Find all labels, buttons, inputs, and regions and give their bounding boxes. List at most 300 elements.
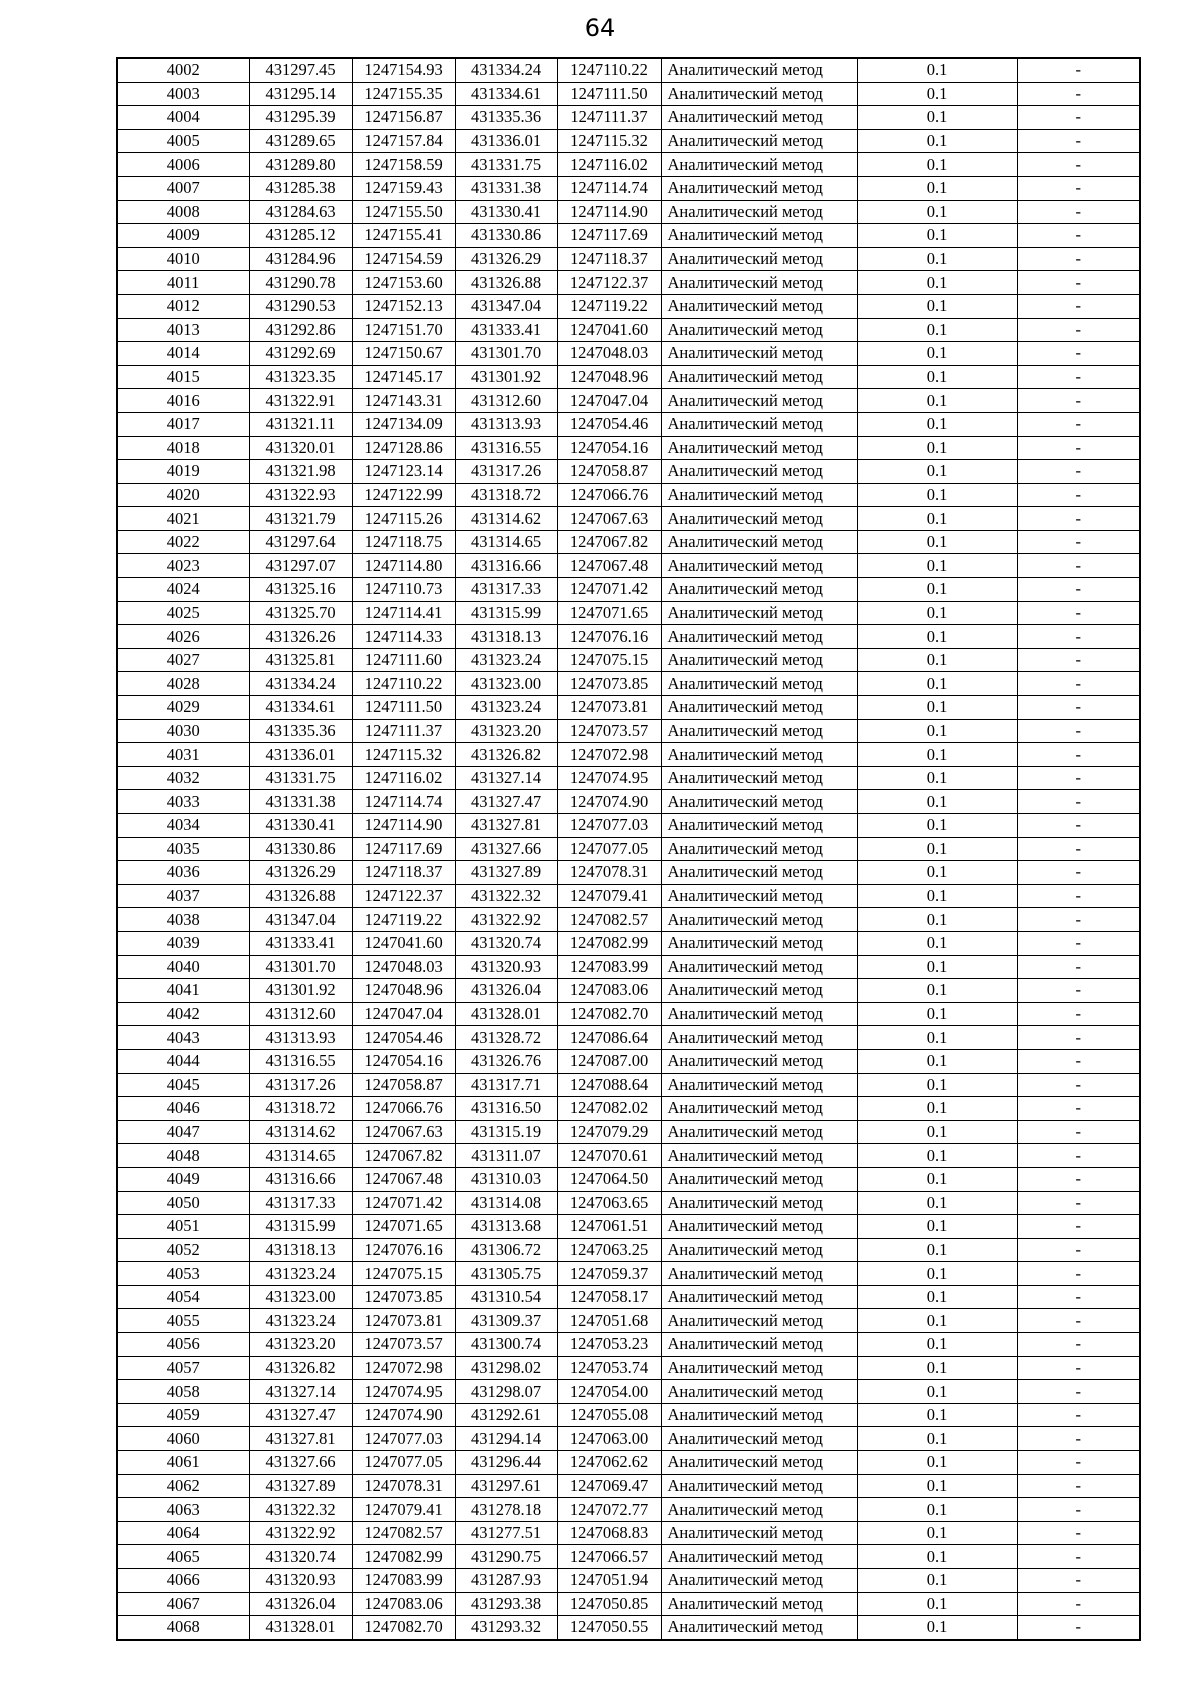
note-cell: - bbox=[1017, 436, 1140, 460]
method-cell: Аналитический метод bbox=[661, 1026, 857, 1050]
table-row bbox=[117, 719, 1140, 743]
note-cell: - bbox=[1017, 1545, 1140, 1569]
y2-cell: 1247086.64 bbox=[557, 1026, 661, 1050]
x2-cell: 431347.04 bbox=[455, 294, 557, 318]
y1-cell: 1247111.50 bbox=[352, 696, 455, 720]
point-number-cell: 4041 bbox=[117, 979, 249, 1003]
x1-cell: 431331.38 bbox=[249, 790, 352, 814]
point-number-cell: 4008 bbox=[117, 200, 249, 224]
point-number-cell: 4022 bbox=[117, 530, 249, 554]
accuracy-cell: 0.1 bbox=[857, 1285, 1017, 1309]
y1-cell: 1247073.85 bbox=[352, 1285, 455, 1309]
table-row bbox=[117, 58, 1140, 82]
point-number-cell: 4043 bbox=[117, 1026, 249, 1050]
table-row bbox=[117, 696, 1140, 720]
x1-cell: 431318.72 bbox=[249, 1097, 352, 1121]
point-number-cell: 4068 bbox=[117, 1616, 249, 1640]
x1-cell: 431292.69 bbox=[249, 342, 352, 366]
x2-cell: 431323.20 bbox=[455, 719, 557, 743]
note-cell: - bbox=[1017, 58, 1140, 82]
point-number-cell: 4019 bbox=[117, 460, 249, 484]
point-number-cell: 4049 bbox=[117, 1167, 249, 1191]
point-number-cell: 4047 bbox=[117, 1120, 249, 1144]
method-cell: Аналитический метод bbox=[661, 861, 857, 885]
note-cell: - bbox=[1017, 1262, 1140, 1286]
note-cell: - bbox=[1017, 153, 1140, 177]
table-row bbox=[117, 814, 1140, 838]
x1-cell: 431285.38 bbox=[249, 176, 352, 200]
y2-cell: 1247072.77 bbox=[557, 1498, 661, 1522]
table-row bbox=[117, 483, 1140, 507]
note-cell: - bbox=[1017, 507, 1140, 531]
table-row bbox=[117, 790, 1140, 814]
table-row bbox=[117, 412, 1140, 436]
y2-cell: 1247076.16 bbox=[557, 625, 661, 649]
table-row bbox=[117, 1049, 1140, 1073]
table-row bbox=[117, 389, 1140, 413]
x1-cell: 431297.45 bbox=[249, 58, 352, 82]
table-row bbox=[117, 861, 1140, 885]
x2-cell: 431309.37 bbox=[455, 1309, 557, 1333]
accuracy-cell: 0.1 bbox=[857, 1215, 1017, 1239]
x1-cell: 431314.62 bbox=[249, 1120, 352, 1144]
y1-cell: 1247122.99 bbox=[352, 483, 455, 507]
note-cell: - bbox=[1017, 1144, 1140, 1168]
y2-cell: 1247047.04 bbox=[557, 389, 661, 413]
point-number-cell: 4020 bbox=[117, 483, 249, 507]
y1-cell: 1247067.82 bbox=[352, 1144, 455, 1168]
coordinates-table bbox=[116, 57, 1141, 1641]
x1-cell: 431322.32 bbox=[249, 1498, 352, 1522]
note-cell: - bbox=[1017, 1120, 1140, 1144]
note-cell: - bbox=[1017, 696, 1140, 720]
method-cell: Аналитический метод bbox=[661, 1262, 857, 1286]
y1-cell: 1247077.05 bbox=[352, 1451, 455, 1475]
y2-cell: 1247066.57 bbox=[557, 1545, 661, 1569]
x1-cell: 431289.80 bbox=[249, 153, 352, 177]
y1-cell: 1247114.80 bbox=[352, 554, 455, 578]
method-cell: Аналитический метод bbox=[661, 1002, 857, 1026]
point-number-cell: 4010 bbox=[117, 247, 249, 271]
y1-cell: 1247128.86 bbox=[352, 436, 455, 460]
note-cell: - bbox=[1017, 955, 1140, 979]
table-row bbox=[117, 1120, 1140, 1144]
point-number-cell: 4050 bbox=[117, 1191, 249, 1215]
y1-cell: 1247156.87 bbox=[352, 106, 455, 130]
accuracy-cell: 0.1 bbox=[857, 1120, 1017, 1144]
method-cell: Аналитический метод bbox=[661, 271, 857, 295]
method-cell: Аналитический метод bbox=[661, 200, 857, 224]
note-cell: - bbox=[1017, 1002, 1140, 1026]
x2-cell: 431306.72 bbox=[455, 1238, 557, 1262]
note-cell: - bbox=[1017, 648, 1140, 672]
point-number-cell: 4021 bbox=[117, 507, 249, 531]
x1-cell: 431301.70 bbox=[249, 955, 352, 979]
accuracy-cell: 0.1 bbox=[857, 884, 1017, 908]
accuracy-cell: 0.1 bbox=[857, 578, 1017, 602]
note-cell: - bbox=[1017, 365, 1140, 389]
y1-cell: 1247158.59 bbox=[352, 153, 455, 177]
x1-cell: 431322.93 bbox=[249, 483, 352, 507]
y1-cell: 1247110.22 bbox=[352, 672, 455, 696]
y2-cell: 1247078.31 bbox=[557, 861, 661, 885]
x1-cell: 431317.33 bbox=[249, 1191, 352, 1215]
note-cell: - bbox=[1017, 294, 1140, 318]
accuracy-cell: 0.1 bbox=[857, 389, 1017, 413]
y1-cell: 1247067.63 bbox=[352, 1120, 455, 1144]
table-row bbox=[117, 1191, 1140, 1215]
x2-cell: 431316.66 bbox=[455, 554, 557, 578]
y1-cell: 1247154.59 bbox=[352, 247, 455, 271]
table-row bbox=[117, 1451, 1140, 1475]
y2-cell: 1247079.29 bbox=[557, 1120, 661, 1144]
x1-cell: 431290.78 bbox=[249, 271, 352, 295]
point-number-cell: 4032 bbox=[117, 766, 249, 790]
y1-cell: 1247143.31 bbox=[352, 389, 455, 413]
method-cell: Аналитический метод bbox=[661, 318, 857, 342]
point-number-cell: 4062 bbox=[117, 1474, 249, 1498]
accuracy-cell: 0.1 bbox=[857, 1026, 1017, 1050]
table-row bbox=[117, 931, 1140, 955]
method-cell: Аналитический метод bbox=[661, 483, 857, 507]
y2-cell: 1247054.00 bbox=[557, 1380, 661, 1404]
x1-cell: 431327.14 bbox=[249, 1380, 352, 1404]
point-number-cell: 4044 bbox=[117, 1049, 249, 1073]
table-row bbox=[117, 1073, 1140, 1097]
y2-cell: 1247114.90 bbox=[557, 200, 661, 224]
x1-cell: 431330.41 bbox=[249, 814, 352, 838]
method-cell: Аналитический метод bbox=[661, 1545, 857, 1569]
method-cell: Аналитический метод bbox=[661, 1285, 857, 1309]
point-number-cell: 4061 bbox=[117, 1451, 249, 1475]
method-cell: Аналитический метод bbox=[661, 1451, 857, 1475]
x2-cell: 431314.62 bbox=[455, 507, 557, 531]
y1-cell: 1247082.70 bbox=[352, 1616, 455, 1640]
x2-cell: 431333.41 bbox=[455, 318, 557, 342]
y2-cell: 1247067.48 bbox=[557, 554, 661, 578]
y2-cell: 1247071.42 bbox=[557, 578, 661, 602]
note-cell: - bbox=[1017, 176, 1140, 200]
y1-cell: 1247041.60 bbox=[352, 931, 455, 955]
x1-cell: 431320.93 bbox=[249, 1569, 352, 1593]
method-cell: Аналитический метод bbox=[661, 129, 857, 153]
method-cell: Аналитический метод bbox=[661, 578, 857, 602]
y2-cell: 1247075.15 bbox=[557, 648, 661, 672]
y2-cell: 1247082.99 bbox=[557, 931, 661, 955]
x2-cell: 431316.55 bbox=[455, 436, 557, 460]
x1-cell: 431323.35 bbox=[249, 365, 352, 389]
method-cell: Аналитический метод bbox=[661, 153, 857, 177]
method-cell: Аналитический метод bbox=[661, 1073, 857, 1097]
note-cell: - bbox=[1017, 601, 1140, 625]
note-cell: - bbox=[1017, 1380, 1140, 1404]
x2-cell: 431327.89 bbox=[455, 861, 557, 885]
table-row bbox=[117, 82, 1140, 106]
accuracy-cell: 0.1 bbox=[857, 672, 1017, 696]
y2-cell: 1247115.32 bbox=[557, 129, 661, 153]
point-number-cell: 4011 bbox=[117, 271, 249, 295]
y1-cell: 1247082.57 bbox=[352, 1521, 455, 1545]
accuracy-cell: 0.1 bbox=[857, 1521, 1017, 1545]
y1-cell: 1247152.13 bbox=[352, 294, 455, 318]
x2-cell: 431327.47 bbox=[455, 790, 557, 814]
y2-cell: 1247067.63 bbox=[557, 507, 661, 531]
x1-cell: 431325.81 bbox=[249, 648, 352, 672]
x1-cell: 431284.63 bbox=[249, 200, 352, 224]
accuracy-cell: 0.1 bbox=[857, 1144, 1017, 1168]
x1-cell: 431336.01 bbox=[249, 743, 352, 767]
point-number-cell: 4036 bbox=[117, 861, 249, 885]
y2-cell: 1247111.50 bbox=[557, 82, 661, 106]
point-number-cell: 4030 bbox=[117, 719, 249, 743]
accuracy-cell: 0.1 bbox=[857, 1545, 1017, 1569]
x1-cell: 431312.60 bbox=[249, 1002, 352, 1026]
x1-cell: 431331.75 bbox=[249, 766, 352, 790]
note-cell: - bbox=[1017, 1498, 1140, 1522]
y1-cell: 1247118.37 bbox=[352, 861, 455, 885]
method-cell: Аналитический метод bbox=[661, 460, 857, 484]
point-number-cell: 4057 bbox=[117, 1356, 249, 1380]
method-cell: Аналитический метод bbox=[661, 790, 857, 814]
y1-cell: 1247066.76 bbox=[352, 1097, 455, 1121]
accuracy-cell: 0.1 bbox=[857, 247, 1017, 271]
accuracy-cell: 0.1 bbox=[857, 743, 1017, 767]
y2-cell: 1247062.62 bbox=[557, 1451, 661, 1475]
note-cell: - bbox=[1017, 1521, 1140, 1545]
accuracy-cell: 0.1 bbox=[857, 1427, 1017, 1451]
x2-cell: 431313.93 bbox=[455, 412, 557, 436]
note-cell: - bbox=[1017, 931, 1140, 955]
table-row bbox=[117, 908, 1140, 932]
method-cell: Аналитический метод bbox=[661, 106, 857, 130]
accuracy-cell: 0.1 bbox=[857, 908, 1017, 932]
method-cell: Аналитический метод bbox=[661, 1097, 857, 1121]
y2-cell: 1247048.96 bbox=[557, 365, 661, 389]
y1-cell: 1247115.32 bbox=[352, 743, 455, 767]
method-cell: Аналитический метод bbox=[661, 955, 857, 979]
note-cell: - bbox=[1017, 672, 1140, 696]
y1-cell: 1247119.22 bbox=[352, 908, 455, 932]
y1-cell: 1247115.26 bbox=[352, 507, 455, 531]
accuracy-cell: 0.1 bbox=[857, 1191, 1017, 1215]
method-cell: Аналитический метод bbox=[661, 1167, 857, 1191]
point-number-cell: 4042 bbox=[117, 1002, 249, 1026]
table-row bbox=[117, 1427, 1140, 1451]
y1-cell: 1247048.03 bbox=[352, 955, 455, 979]
point-number-cell: 4026 bbox=[117, 625, 249, 649]
accuracy-cell: 0.1 bbox=[857, 153, 1017, 177]
x1-cell: 431326.82 bbox=[249, 1356, 352, 1380]
table-row bbox=[117, 1215, 1140, 1239]
accuracy-cell: 0.1 bbox=[857, 200, 1017, 224]
point-number-cell: 4039 bbox=[117, 931, 249, 955]
method-cell: Аналитический метод bbox=[661, 342, 857, 366]
method-cell: Аналитический метод bbox=[661, 554, 857, 578]
x2-cell: 431314.65 bbox=[455, 530, 557, 554]
y1-cell: 1247153.60 bbox=[352, 271, 455, 295]
point-number-cell: 4066 bbox=[117, 1569, 249, 1593]
method-cell: Аналитический метод bbox=[661, 719, 857, 743]
note-cell: - bbox=[1017, 625, 1140, 649]
point-number-cell: 4048 bbox=[117, 1144, 249, 1168]
y2-cell: 1247055.08 bbox=[557, 1403, 661, 1427]
method-cell: Аналитический метод bbox=[661, 1616, 857, 1640]
point-number-cell: 4016 bbox=[117, 389, 249, 413]
table-row bbox=[117, 1356, 1140, 1380]
accuracy-cell: 0.1 bbox=[857, 648, 1017, 672]
x2-cell: 431278.18 bbox=[455, 1498, 557, 1522]
y2-cell: 1247059.37 bbox=[557, 1262, 661, 1286]
x2-cell: 431292.61 bbox=[455, 1403, 557, 1427]
table-row bbox=[117, 1167, 1140, 1191]
note-cell: - bbox=[1017, 342, 1140, 366]
point-number-cell: 4054 bbox=[117, 1285, 249, 1309]
table-row bbox=[117, 578, 1140, 602]
point-number-cell: 4052 bbox=[117, 1238, 249, 1262]
accuracy-cell: 0.1 bbox=[857, 1616, 1017, 1640]
table-row bbox=[117, 318, 1140, 342]
x2-cell: 431326.88 bbox=[455, 271, 557, 295]
x1-cell: 431323.24 bbox=[249, 1309, 352, 1333]
x1-cell: 431326.88 bbox=[249, 884, 352, 908]
x1-cell: 431316.66 bbox=[249, 1167, 352, 1191]
method-cell: Аналитический метод bbox=[661, 1144, 857, 1168]
method-cell: Аналитический метод bbox=[661, 1569, 857, 1593]
y2-cell: 1247051.68 bbox=[557, 1309, 661, 1333]
x1-cell: 431316.55 bbox=[249, 1049, 352, 1073]
x1-cell: 431313.93 bbox=[249, 1026, 352, 1050]
table-row bbox=[117, 1238, 1140, 1262]
note-cell: - bbox=[1017, 766, 1140, 790]
y1-cell: 1247071.65 bbox=[352, 1215, 455, 1239]
y2-cell: 1247082.02 bbox=[557, 1097, 661, 1121]
accuracy-cell: 0.1 bbox=[857, 837, 1017, 861]
note-cell: - bbox=[1017, 1569, 1140, 1593]
table-row bbox=[117, 271, 1140, 295]
method-cell: Аналитический метод bbox=[661, 1521, 857, 1545]
y1-cell: 1247067.48 bbox=[352, 1167, 455, 1191]
table-body bbox=[117, 58, 1140, 1640]
table-row bbox=[117, 1521, 1140, 1545]
x2-cell: 431326.29 bbox=[455, 247, 557, 271]
x1-cell: 431301.92 bbox=[249, 979, 352, 1003]
table-row bbox=[117, 1002, 1140, 1026]
y1-cell: 1247078.31 bbox=[352, 1474, 455, 1498]
x2-cell: 431326.04 bbox=[455, 979, 557, 1003]
x2-cell: 431296.44 bbox=[455, 1451, 557, 1475]
x2-cell: 431322.92 bbox=[455, 908, 557, 932]
point-number-cell: 4024 bbox=[117, 578, 249, 602]
y2-cell: 1247117.69 bbox=[557, 224, 661, 248]
y2-cell: 1247069.47 bbox=[557, 1474, 661, 1498]
point-number-cell: 4053 bbox=[117, 1262, 249, 1286]
table-row bbox=[117, 530, 1140, 554]
y2-cell: 1247058.87 bbox=[557, 460, 661, 484]
note-cell: - bbox=[1017, 247, 1140, 271]
accuracy-cell: 0.1 bbox=[857, 106, 1017, 130]
y2-cell: 1247070.61 bbox=[557, 1144, 661, 1168]
y2-cell: 1247118.37 bbox=[557, 247, 661, 271]
method-cell: Аналитический метод bbox=[661, 365, 857, 389]
x2-cell: 431335.36 bbox=[455, 106, 557, 130]
accuracy-cell: 0.1 bbox=[857, 1380, 1017, 1404]
y1-cell: 1247150.67 bbox=[352, 342, 455, 366]
accuracy-cell: 0.1 bbox=[857, 955, 1017, 979]
y2-cell: 1247110.22 bbox=[557, 58, 661, 82]
method-cell: Аналитический метод bbox=[661, 1120, 857, 1144]
y1-cell: 1247083.99 bbox=[352, 1569, 455, 1593]
table-row bbox=[117, 247, 1140, 271]
table-row bbox=[117, 1545, 1140, 1569]
point-number-cell: 4067 bbox=[117, 1592, 249, 1616]
note-cell: - bbox=[1017, 554, 1140, 578]
method-cell: Аналитический метод bbox=[661, 1333, 857, 1357]
x2-cell: 431327.14 bbox=[455, 766, 557, 790]
table-row bbox=[117, 153, 1140, 177]
y1-cell: 1247047.04 bbox=[352, 1002, 455, 1026]
x1-cell: 431327.66 bbox=[249, 1451, 352, 1475]
x2-cell: 431313.68 bbox=[455, 1215, 557, 1239]
x1-cell: 431334.61 bbox=[249, 696, 352, 720]
accuracy-cell: 0.1 bbox=[857, 294, 1017, 318]
x2-cell: 431326.76 bbox=[455, 1049, 557, 1073]
table-row bbox=[117, 460, 1140, 484]
accuracy-cell: 0.1 bbox=[857, 1167, 1017, 1191]
table-row bbox=[117, 1474, 1140, 1498]
x2-cell: 431305.75 bbox=[455, 1262, 557, 1286]
y2-cell: 1247087.00 bbox=[557, 1049, 661, 1073]
accuracy-cell: 0.1 bbox=[857, 1097, 1017, 1121]
y1-cell: 1247077.03 bbox=[352, 1427, 455, 1451]
accuracy-cell: 0.1 bbox=[857, 1451, 1017, 1475]
method-cell: Аналитический метод bbox=[661, 224, 857, 248]
table-row bbox=[117, 129, 1140, 153]
method-cell: Аналитический метод bbox=[661, 743, 857, 767]
table-row bbox=[117, 766, 1140, 790]
note-cell: - bbox=[1017, 743, 1140, 767]
y1-cell: 1247117.69 bbox=[352, 837, 455, 861]
y1-cell: 1247154.93 bbox=[352, 58, 455, 82]
method-cell: Аналитический метод bbox=[661, 412, 857, 436]
point-number-cell: 4006 bbox=[117, 153, 249, 177]
accuracy-cell: 0.1 bbox=[857, 1049, 1017, 1073]
x1-cell: 431326.04 bbox=[249, 1592, 352, 1616]
note-cell: - bbox=[1017, 412, 1140, 436]
x1-cell: 431320.01 bbox=[249, 436, 352, 460]
x2-cell: 431334.61 bbox=[455, 82, 557, 106]
y1-cell: 1247118.75 bbox=[352, 530, 455, 554]
method-cell: Аналитический метод bbox=[661, 696, 857, 720]
note-cell: - bbox=[1017, 1616, 1140, 1640]
note-cell: - bbox=[1017, 106, 1140, 130]
method-cell: Аналитический метод bbox=[661, 837, 857, 861]
accuracy-cell: 0.1 bbox=[857, 82, 1017, 106]
y1-cell: 1247116.02 bbox=[352, 766, 455, 790]
x1-cell: 431295.14 bbox=[249, 82, 352, 106]
x2-cell: 431322.32 bbox=[455, 884, 557, 908]
note-cell: - bbox=[1017, 1238, 1140, 1262]
x1-cell: 431327.89 bbox=[249, 1474, 352, 1498]
accuracy-cell: 0.1 bbox=[857, 601, 1017, 625]
table-row bbox=[117, 224, 1140, 248]
table-row bbox=[117, 884, 1140, 908]
x2-cell: 431317.71 bbox=[455, 1073, 557, 1097]
note-cell: - bbox=[1017, 318, 1140, 342]
x2-cell: 431327.66 bbox=[455, 837, 557, 861]
accuracy-cell: 0.1 bbox=[857, 1073, 1017, 1097]
y2-cell: 1247063.25 bbox=[557, 1238, 661, 1262]
method-cell: Аналитический метод bbox=[661, 82, 857, 106]
